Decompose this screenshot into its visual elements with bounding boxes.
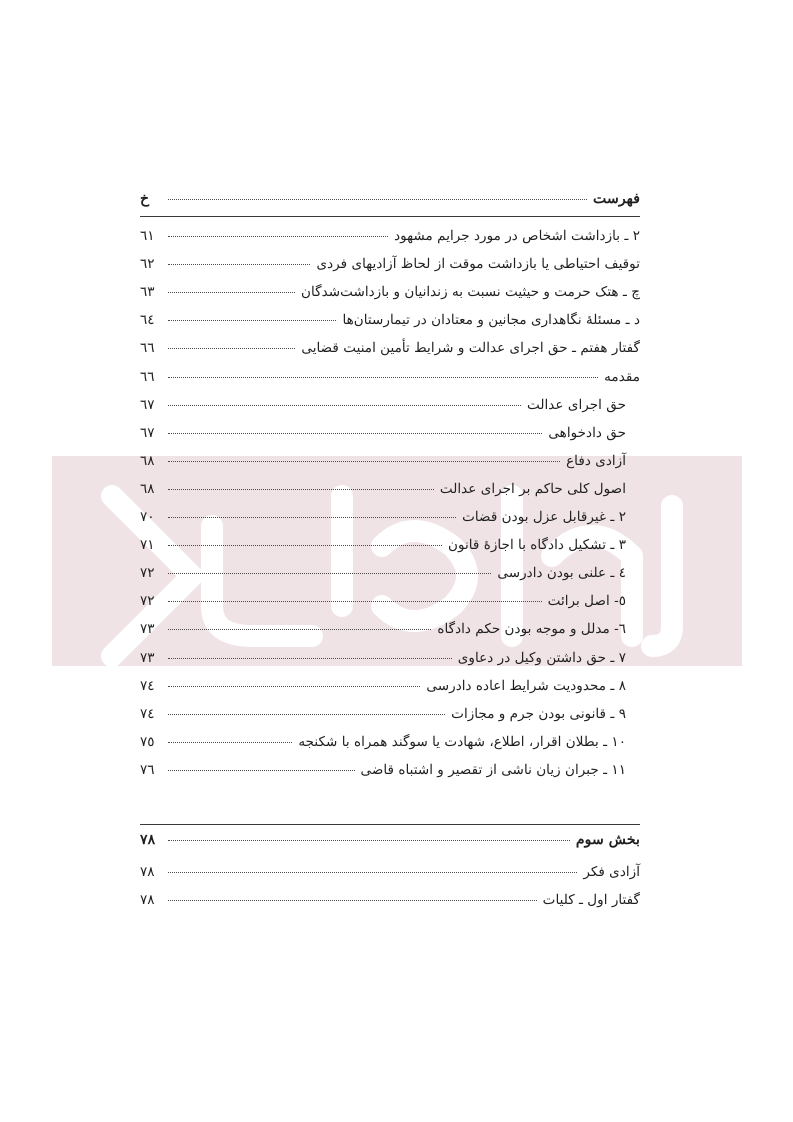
toc-entry-title: توقیف احتیاطی یا بازداشت موقت از لحاظ آزادیهای فردی: [316, 256, 640, 273]
toc-entry-title: ۳ ـ تشکیل دادگاه با اجازهٔ قانون: [447, 537, 626, 554]
dot-leader: [168, 658, 452, 659]
toc-entry-page: ٦٢: [140, 256, 155, 273]
dot-leader: [168, 872, 577, 873]
toc-entry: [140, 509, 640, 531]
toc-entry-page: ٧٤: [140, 705, 155, 722]
dot-leader: [168, 236, 388, 237]
toc-entry: [140, 650, 640, 672]
toc-entry-page: ٧٣: [140, 621, 155, 638]
toc-entry-title: ٩ ـ قانونی بودن جرم و مجازات: [451, 705, 626, 722]
header-rule: [140, 216, 640, 217]
toc-entry-page: ٦٧: [140, 396, 155, 413]
toc-entry-title: ٦- مدلل و موجه بودن حکم دادگاه: [437, 621, 626, 638]
toc-entry: [140, 481, 640, 503]
dot-leader: [168, 900, 537, 901]
dot-leader: [168, 433, 542, 434]
toc-entry-page: ٧١: [140, 537, 155, 554]
dot-leader: [168, 292, 295, 293]
dot-leader: [168, 545, 442, 546]
toc-entry: [140, 256, 640, 278]
dot-leader: [168, 742, 292, 743]
section-page: ٧٨: [140, 832, 156, 848]
toc-entry-page: ٧٢: [140, 593, 155, 610]
toc-entry-page: ٧٠: [140, 509, 155, 525]
dot-leader: [168, 517, 456, 518]
toc-entry: [140, 284, 640, 306]
dot-leader: [168, 601, 542, 602]
toc-entry: [140, 621, 640, 643]
toc-entry-page: ٦٨: [140, 452, 155, 469]
toc-entry: [140, 369, 640, 391]
toc-entry: [140, 864, 640, 886]
toc-entry-title: ٧ ـ حق داشتن وکیل در دعاوی: [457, 649, 626, 666]
toc-entry-page: ٧٥: [140, 733, 155, 750]
toc-entry: [140, 453, 640, 475]
toc-entry: [140, 734, 640, 756]
toc-entry: [140, 762, 640, 784]
dot-leader: [168, 629, 431, 630]
toc-entry-title: گفتار هفتم ـ حق اجرای عدالت و شرایط تأمین امنیت قضایی: [301, 340, 640, 357]
toc-entry-title: چ ـ هتک حرمت و حیثیت نسبت به زندانیان و بازداشت‌شدگان: [300, 284, 640, 301]
dot-leader: [168, 489, 434, 490]
toc-entry: [140, 892, 640, 914]
toc-entry-title: آزادی فکر: [583, 864, 640, 880]
toc-entry: [140, 340, 640, 362]
toc-header-title: فهرست: [593, 191, 640, 207]
toc-entry-page: ٦٤: [140, 312, 155, 329]
section-title: بخش سوم: [575, 832, 640, 848]
toc-entry: [140, 397, 640, 419]
toc-entry-title: ٤ ـ علنی بودن دادرسی: [497, 565, 626, 582]
toc-entry: [140, 593, 640, 615]
toc-header: [140, 191, 640, 213]
section-header: [140, 832, 640, 854]
toc-entry-title: مقدمه: [604, 368, 640, 385]
toc-entry-page: ٦٦: [140, 368, 155, 385]
toc-entry: [140, 312, 640, 334]
toc-entry: [140, 565, 640, 587]
toc-entry-title: ١٠ ـ بطلان اقرار، اطلاع، شهادت یا سوگند همراه با شکنجه: [298, 733, 626, 750]
toc-entry-title: آزادی دفاع: [566, 452, 626, 469]
dot-leader: [168, 461, 560, 462]
dot-leader: [168, 770, 355, 771]
toc-entry-page: ٧٦: [140, 761, 155, 778]
toc-entry-title: ١١ ـ جبران زیان ناشی از تقصیر و اشتباه قاضی: [360, 761, 626, 778]
toc-entry-page: ٧٨: [140, 864, 155, 880]
toc-header-page: خ: [140, 191, 150, 207]
toc-entry-page: ٧٢: [140, 565, 155, 582]
toc-entry-page: ٦٣: [140, 284, 155, 301]
dot-leader: [168, 199, 587, 200]
dot-leader: [168, 405, 521, 406]
dot-leader: [168, 686, 420, 687]
toc-entry: [140, 537, 640, 559]
toc-entry-title: اصول کلی حاکم بر اجرای عدالت: [439, 480, 626, 497]
toc-entry-title: د ـ مسئلهٔ نگاهداری مجانین و معتادان در تیمارستان‌ها: [342, 312, 640, 329]
toc-entry-title: ٥- اصل برائت: [547, 593, 626, 610]
dot-leader: [168, 320, 336, 321]
toc-entry-title: گفتار اول ـ کلیات: [542, 892, 640, 908]
toc-entry: [140, 228, 640, 250]
toc-entry-title: ۲ ـ غیرقابل عزل بودن قضات: [462, 509, 626, 525]
toc-entry: [140, 706, 640, 728]
toc-entry-page: ٧٤: [140, 677, 155, 694]
dot-leader: [168, 348, 295, 349]
dot-leader: [168, 377, 598, 378]
dot-leader: [168, 264, 310, 265]
dot-leader: [168, 714, 445, 715]
toc-entry-title: حق اجرای عدالت: [527, 396, 626, 413]
toc-entry-title: ٨ ـ محدودیت شرایط اعاده دادرسی: [426, 677, 626, 694]
toc-entry-page: ٦٧: [140, 424, 155, 441]
toc-entry-page: ٦٦: [140, 340, 155, 357]
toc-entry: [140, 678, 640, 700]
toc-entry-page: ٧٣: [140, 649, 155, 666]
toc-entry-page: ٧٨: [140, 892, 155, 908]
toc-entry: [140, 425, 640, 447]
section-rule: [140, 824, 640, 825]
toc-entry-title: حق دادخواهی: [548, 424, 626, 441]
dot-leader: [168, 840, 570, 841]
toc-entry-title: ۲ ـ بازداشت اشخاص در مورد جرایم مشهود: [394, 228, 640, 244]
toc-entry-page: ٦١: [140, 228, 155, 244]
toc-entry-page: ٦٨: [140, 480, 155, 497]
dot-leader: [168, 573, 491, 574]
